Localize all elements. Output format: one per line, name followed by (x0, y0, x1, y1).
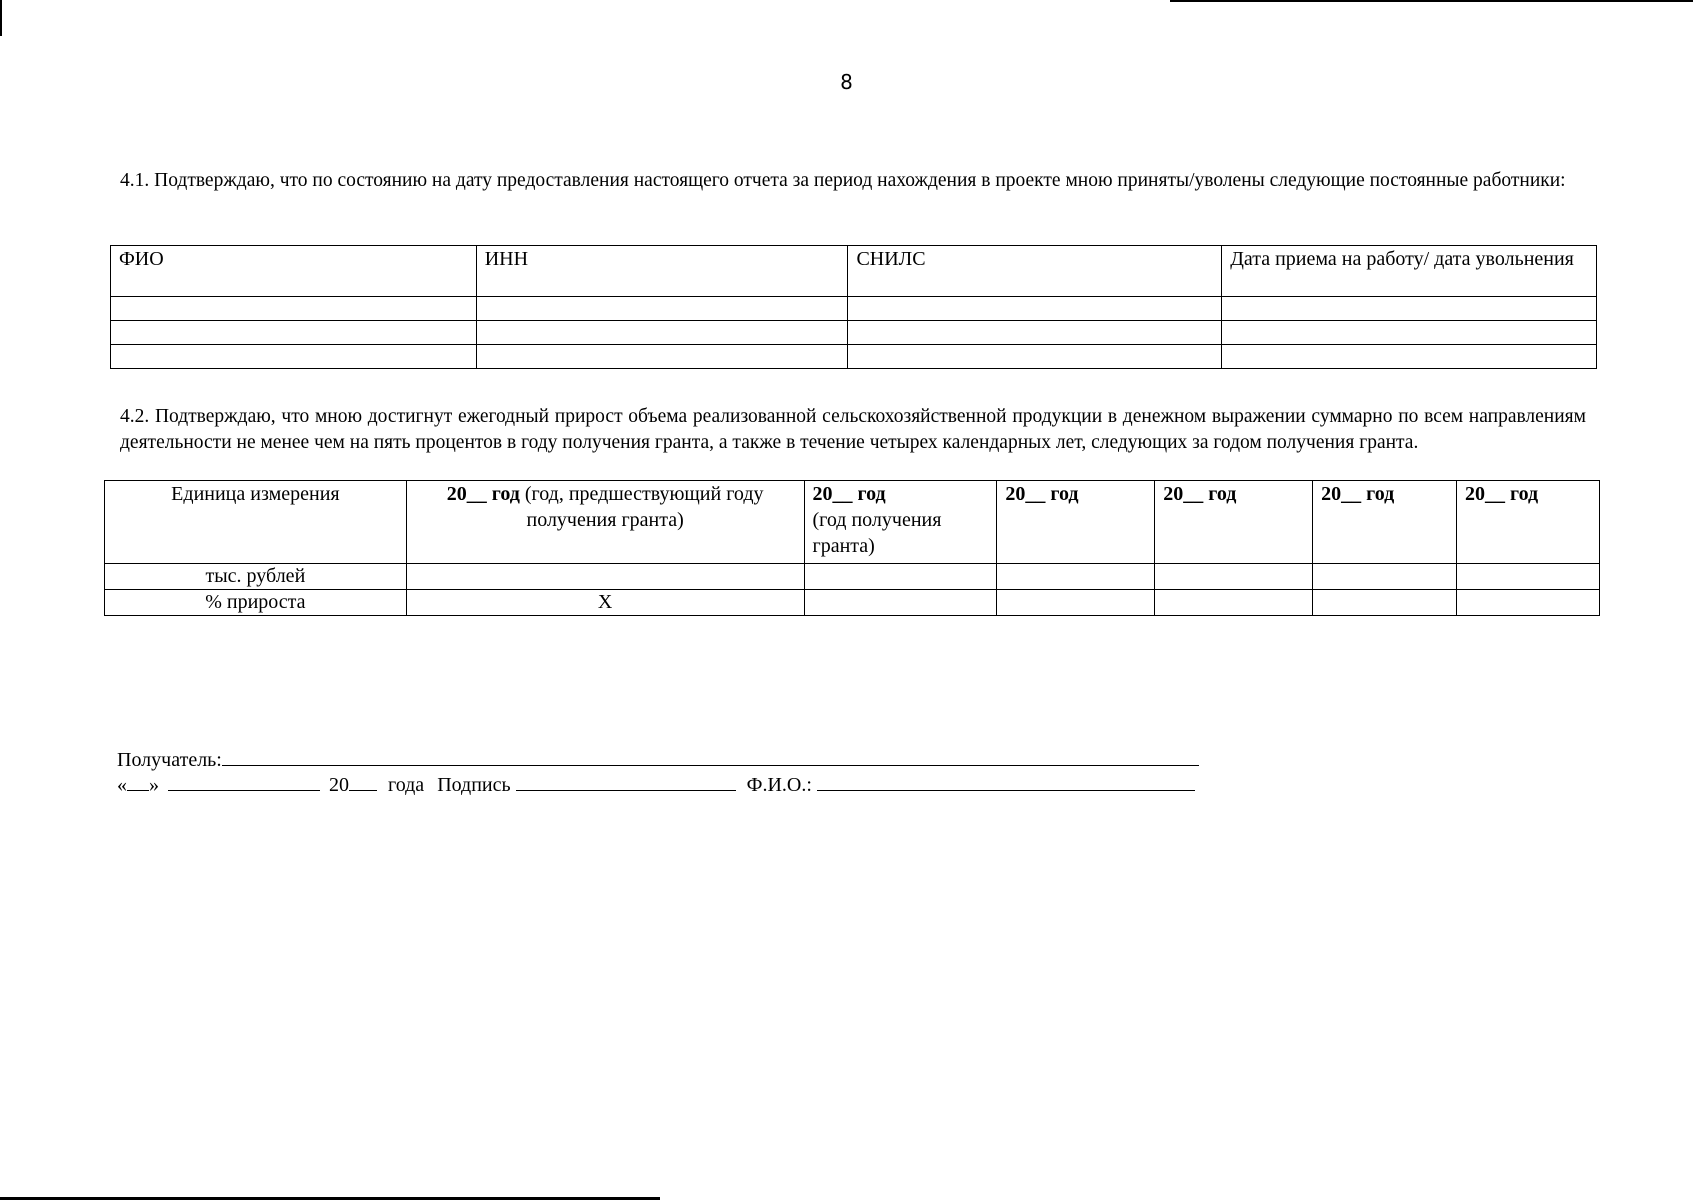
table-cell[interactable] (848, 321, 1222, 345)
table-cell: Х (406, 590, 804, 616)
recipient-line (117, 747, 1199, 773)
quote-close: » (149, 774, 159, 796)
recipient-field[interactable] (222, 747, 1199, 766)
table-cell[interactable] (476, 297, 848, 321)
fio-field[interactable] (817, 772, 1195, 791)
col-year-4: 20__ год (1155, 481, 1313, 564)
table-cell[interactable] (476, 321, 848, 345)
table-cell[interactable] (476, 345, 848, 369)
year-field[interactable] (349, 772, 377, 791)
fio-label: Ф.И.О.: (746, 774, 812, 796)
col-year-grant-bold: 20__ год (812, 483, 886, 505)
table-row (105, 590, 1600, 616)
table-row (111, 297, 1597, 321)
section-4-1-text: 4.1. Подтверждаю, что по состоянию на дату предоставления настоящего отчета за период нахождения в проекте мною приняты/уволены следующие постоянные работники: (120, 170, 1566, 191)
date-signature-line (117, 772, 1195, 798)
col-year-5: 20__ год (1313, 481, 1457, 564)
col-inn: ИНН (476, 246, 848, 297)
col-year-grant-note: (год получения гранта) (812, 509, 942, 557)
table-cell[interactable] (1222, 345, 1597, 369)
top-edge-line (1170, 0, 1693, 2)
table-cell[interactable] (1155, 564, 1313, 590)
table-row (105, 564, 1600, 590)
workers-table (110, 245, 1597, 369)
col-year-6: 20__ год (1457, 481, 1600, 564)
quote-open: « (117, 774, 127, 796)
recipient-label: Получатель: (117, 749, 222, 771)
col-year-grant (804, 481, 997, 564)
table-cell[interactable] (1457, 564, 1600, 590)
col-dates: Дата приема на работу/ дата увольнения (1222, 246, 1597, 297)
table-cell[interactable] (1457, 590, 1600, 616)
table-row (111, 321, 1597, 345)
left-edge-mark (0, 0, 2, 36)
col-year-before (406, 481, 804, 564)
signature-field[interactable] (516, 772, 736, 791)
growth-table (104, 480, 1600, 616)
workers-table-header (111, 246, 1597, 297)
row-unit-label: тыс. рублей (105, 564, 407, 590)
table-cell[interactable] (804, 564, 997, 590)
col-snils: СНИЛС (848, 246, 1222, 297)
table-cell[interactable] (1313, 590, 1457, 616)
table-cell[interactable] (997, 564, 1155, 590)
table-cell[interactable] (804, 590, 997, 616)
col-unit: Единица измерения (105, 481, 407, 564)
table-row (111, 345, 1597, 369)
col-fio: ФИО (111, 246, 477, 297)
table-cell[interactable] (111, 297, 477, 321)
table-cell[interactable] (1313, 564, 1457, 590)
table-cell[interactable] (1155, 590, 1313, 616)
year-prefix: 20 (329, 774, 349, 796)
table-cell[interactable] (1222, 297, 1597, 321)
table-cell[interactable] (997, 590, 1155, 616)
section-4-2-text: 4.2. Подтверждаю, что мною достигнут ежегодный прирост объема реализованной сельскохозяйственной продукции в денежном выражении суммарно по всем направлениям деятельности не менее чем на пять процентов в году получения гранта, а также в течение четырех календарных лет, следующих за годом получения гранта. (120, 406, 1586, 453)
col-year-before-bold: 20__ год (446, 483, 520, 505)
table-cell[interactable] (848, 297, 1222, 321)
page-number: 8 (840, 70, 853, 94)
table-cell[interactable] (1222, 321, 1597, 345)
growth-table-header (105, 481, 1600, 564)
signature-label: Подпись (437, 774, 511, 796)
row-unit-label: % прироста (105, 590, 407, 616)
table-cell[interactable] (406, 564, 804, 590)
table-cell[interactable] (111, 345, 477, 369)
month-field[interactable] (168, 772, 320, 791)
table-cell[interactable] (111, 321, 477, 345)
col-year-before-note: (год, предшествующий году получения гранта) (519, 483, 764, 531)
col-year-3: 20__ год (997, 481, 1155, 564)
day-field[interactable] (127, 772, 149, 791)
year-suffix: года (388, 774, 425, 796)
table-cell[interactable] (848, 345, 1222, 369)
